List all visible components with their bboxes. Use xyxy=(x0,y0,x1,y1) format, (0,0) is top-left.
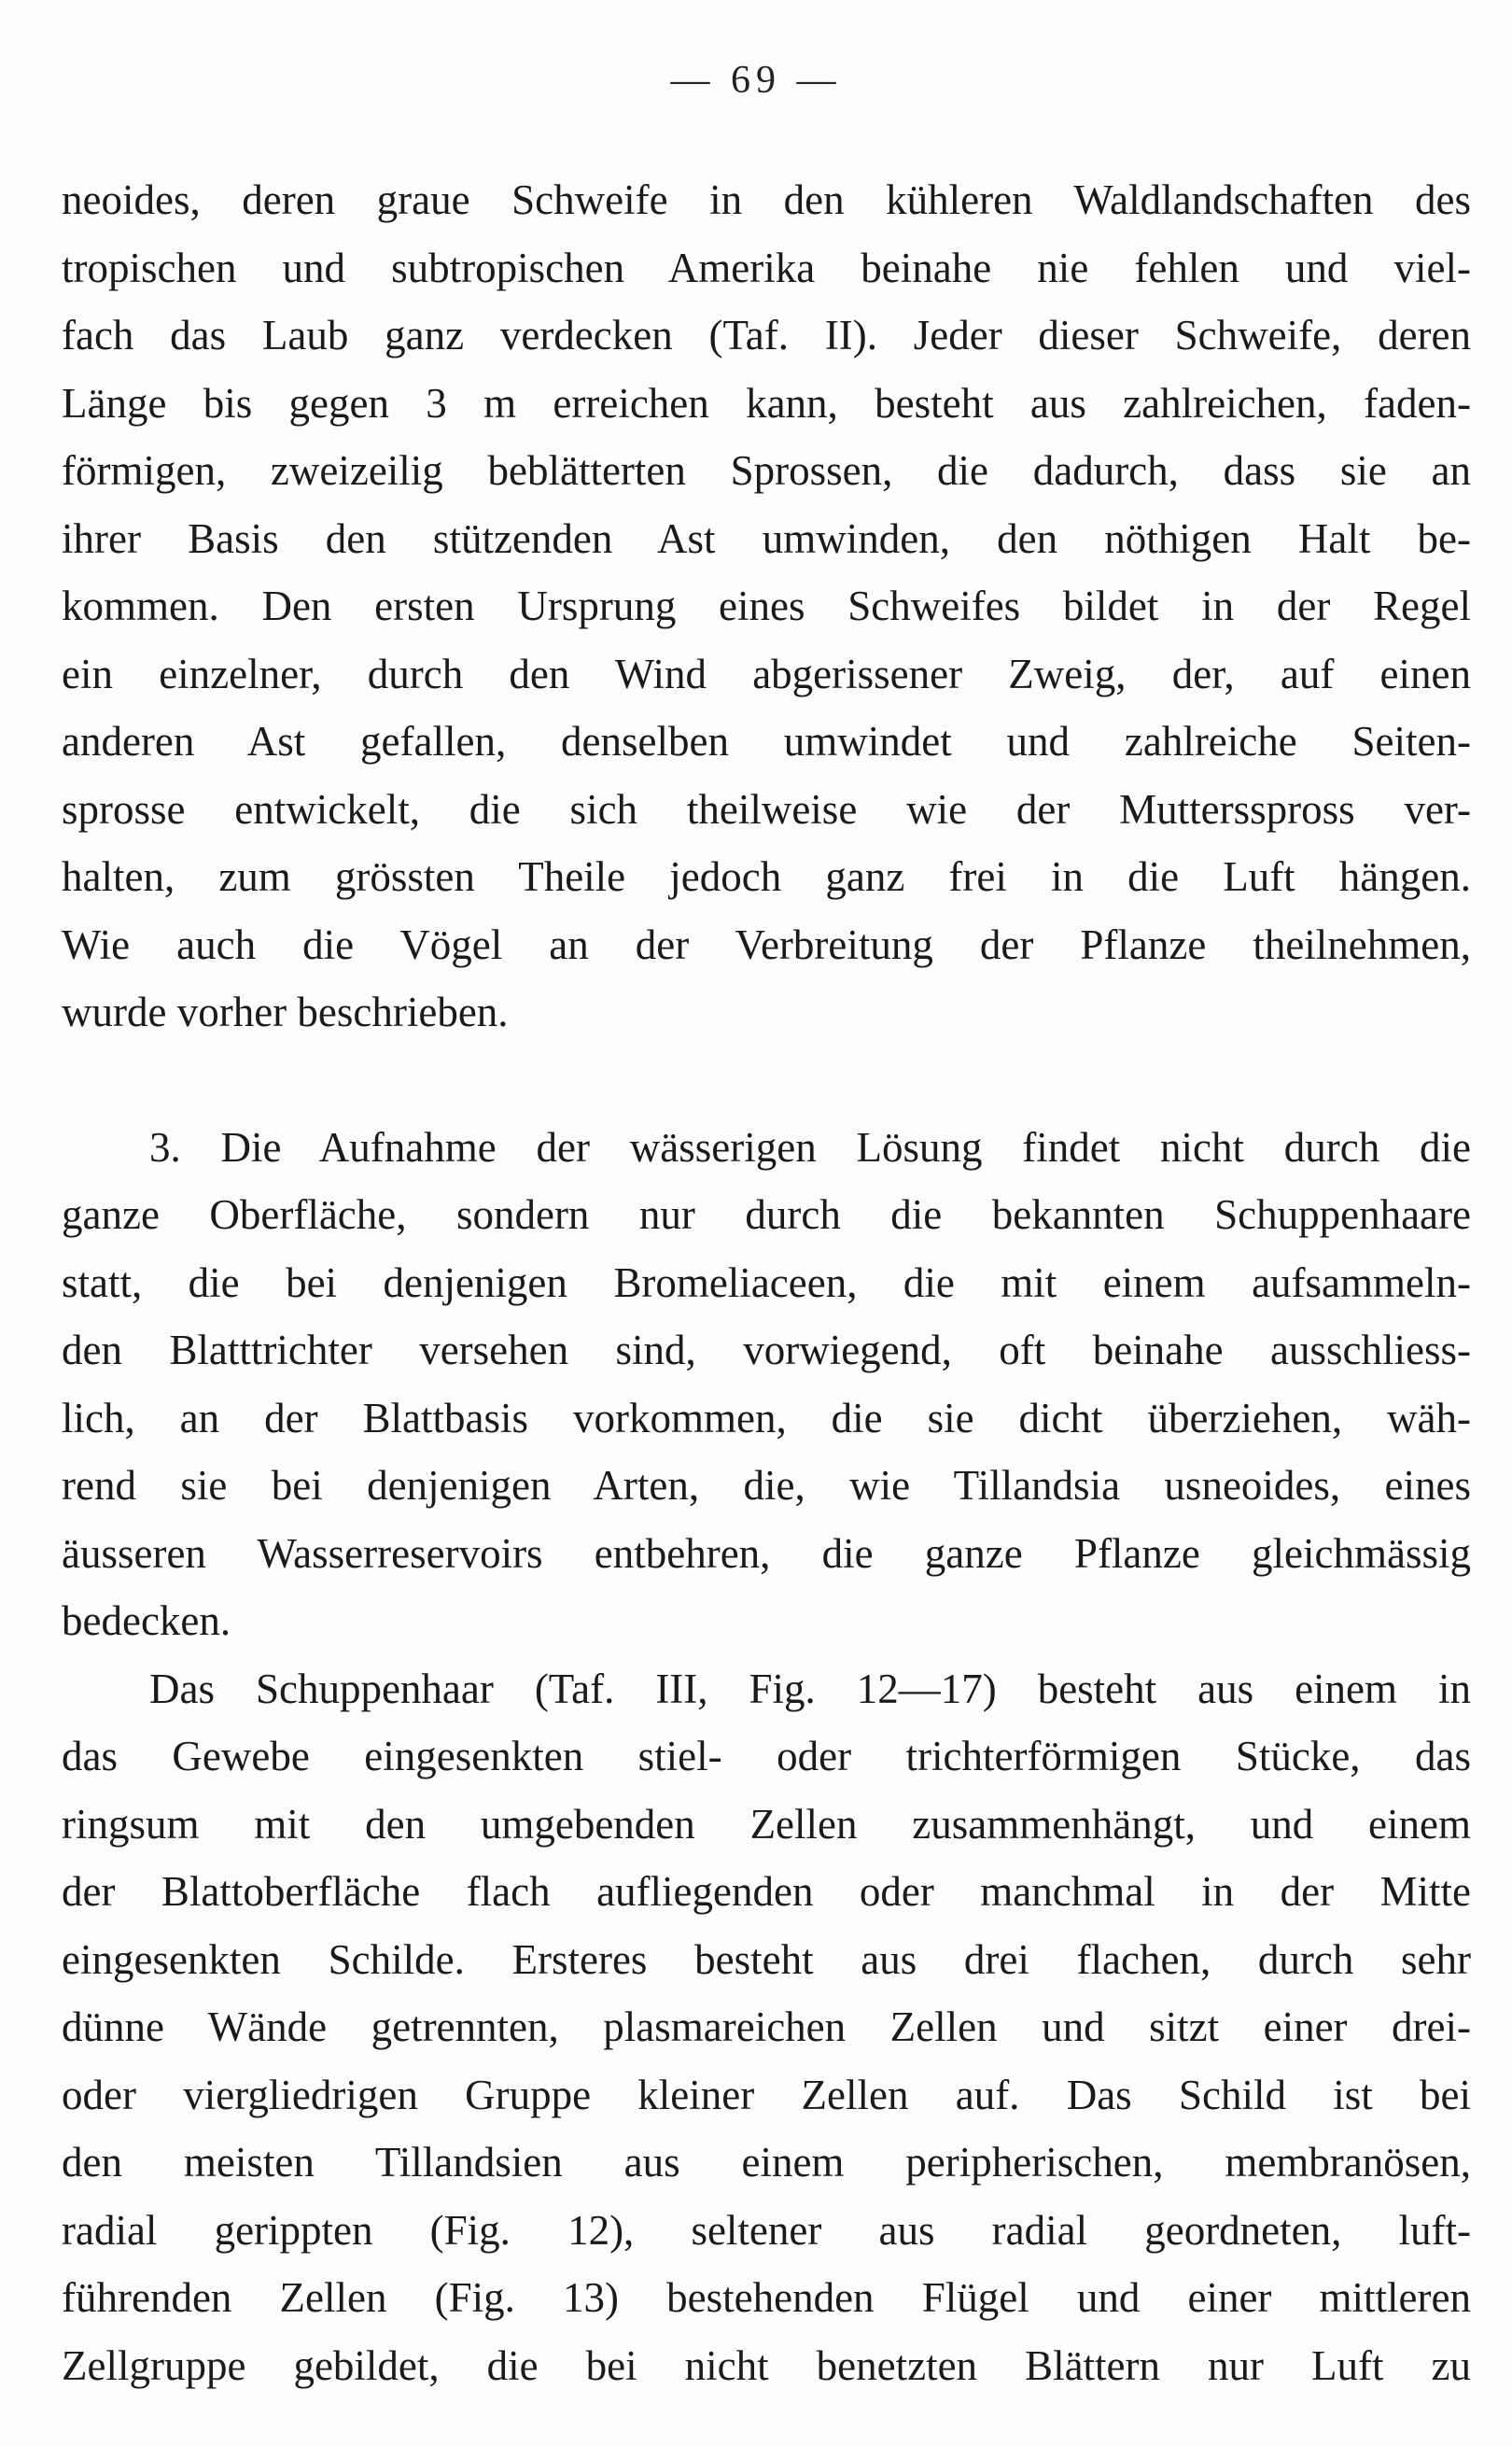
text-line: ringsum mit den umgebenden Zellen zusammenhängt, und einem xyxy=(62,1800,1471,1848)
text-line: ihrer Basis den stützenden Ast umwinden, den nöthigen Halt be- xyxy=(62,514,1471,562)
text-line: anderen Ast gefallen, denselben umwindet und zahlreiche Seiten- xyxy=(62,718,1471,765)
text-line: den Blatttrichter versehen sind, vorwiegend, oft beinahe ausschliess- xyxy=(62,1327,1471,1373)
paragraph-3 xyxy=(62,1655,1471,2400)
text-line: äusseren Wasserreservoirs entbehren, die ganze Pflanze gleichmässig xyxy=(62,1529,1471,1577)
text-line: 3. Die Aufnahme der wässerigen Lösung findet nicht durch die xyxy=(149,1123,1471,1171)
text-line: den meisten Tillandsien aus einem peripherischen, membranösen, xyxy=(62,2139,1471,2186)
text-line: sprosse entwickelt, die sich theilweise wie der Muttersspross ver- xyxy=(62,785,1471,833)
text-line: kommen. Den ersten Ursprung eines Schweifes bildet in der Regel xyxy=(62,583,1471,629)
text-line: statt, die bei denjenigen Bromeliaceen, die mit einem aufsammeln- xyxy=(62,1258,1471,1306)
paragraph-1 xyxy=(62,166,1471,1047)
text-line: oder viergliedrigen Gruppe kleiner Zellen auf. Das Schild ist bei xyxy=(62,2071,1471,2118)
text-line: förmigen, zweizeilig beblätterten Sprossen, die dadurch, dass sie an xyxy=(62,447,1471,494)
text-line: eingesenkten Schilde. Ersteres besteht aus drei flachen, durch sehr xyxy=(62,1935,1471,1983)
text-line: das Gewebe eingesenkten stiel- oder trichterförmigen Stücke, das xyxy=(62,1733,1471,1779)
text-line: führenden Zellen (Fig. 13) bestehenden Flügel und einer mittleren xyxy=(62,2274,1471,2321)
text-line: halten, zum grössten Theile jedoch ganz frei in die Luft hängen. xyxy=(62,853,1471,900)
text-line: Länge bis gegen 3 m erreichen kann, besteht aus zahlreichen, faden- xyxy=(62,379,1471,427)
page-number: — 69 — xyxy=(670,59,842,102)
paragraph-spacer xyxy=(62,1047,1471,1114)
text-line: Wie auch die Vögel an der Verbreitung der Pflanze theilnehmen, xyxy=(62,921,1471,968)
text-line: lich, an der Blattbasis vorkommen, die sie dicht überziehen, wäh- xyxy=(62,1394,1471,1441)
text-line: wurde vorher beschrieben. xyxy=(62,989,509,1035)
text-line: ein einzelner, durch den Wind abgerissener Zweig, der, auf einen xyxy=(62,650,1471,697)
text-line: ganze Oberfläche, sondern nur durch die bekannten Schuppenhaare xyxy=(62,1191,1471,1238)
text-line: der Blattoberfläche flach aufliegenden oder manchmal in der Mitte xyxy=(62,1868,1471,1915)
text-line: dünne Wände getrennten, plasmareichen Zellen und sitzt einer drei- xyxy=(62,2003,1471,2050)
text-line: radial gerippten (Fig. 12), seltener aus radial geordneten, luft- xyxy=(62,2206,1471,2254)
text-line: neoides, deren graue Schweife in den kühleren Waldlandschaften des xyxy=(62,176,1471,223)
text-line: rend sie bei denjenigen Arten, die, wie Tillandsia usneoides, eines xyxy=(62,1462,1471,1509)
text-line: Das Schuppenhaar (Taf. III, Fig. 12—17) besteht aus einem in xyxy=(149,1665,1471,1712)
paragraph-2 xyxy=(62,1114,1471,1655)
text-line: fach das Laub ganz verdecken (Taf. II). Jeder dieser Schweife, deren xyxy=(62,312,1471,358)
text-line: Zellgruppe gebildet, die bei nicht benetzten Blättern nur Luft zu xyxy=(62,2341,1471,2389)
body-text xyxy=(62,166,1471,2399)
text-line: bedecken. xyxy=(62,1597,231,1644)
text-line: tropischen und subtropischen Amerika beinahe nie fehlen und viel- xyxy=(62,244,1471,291)
